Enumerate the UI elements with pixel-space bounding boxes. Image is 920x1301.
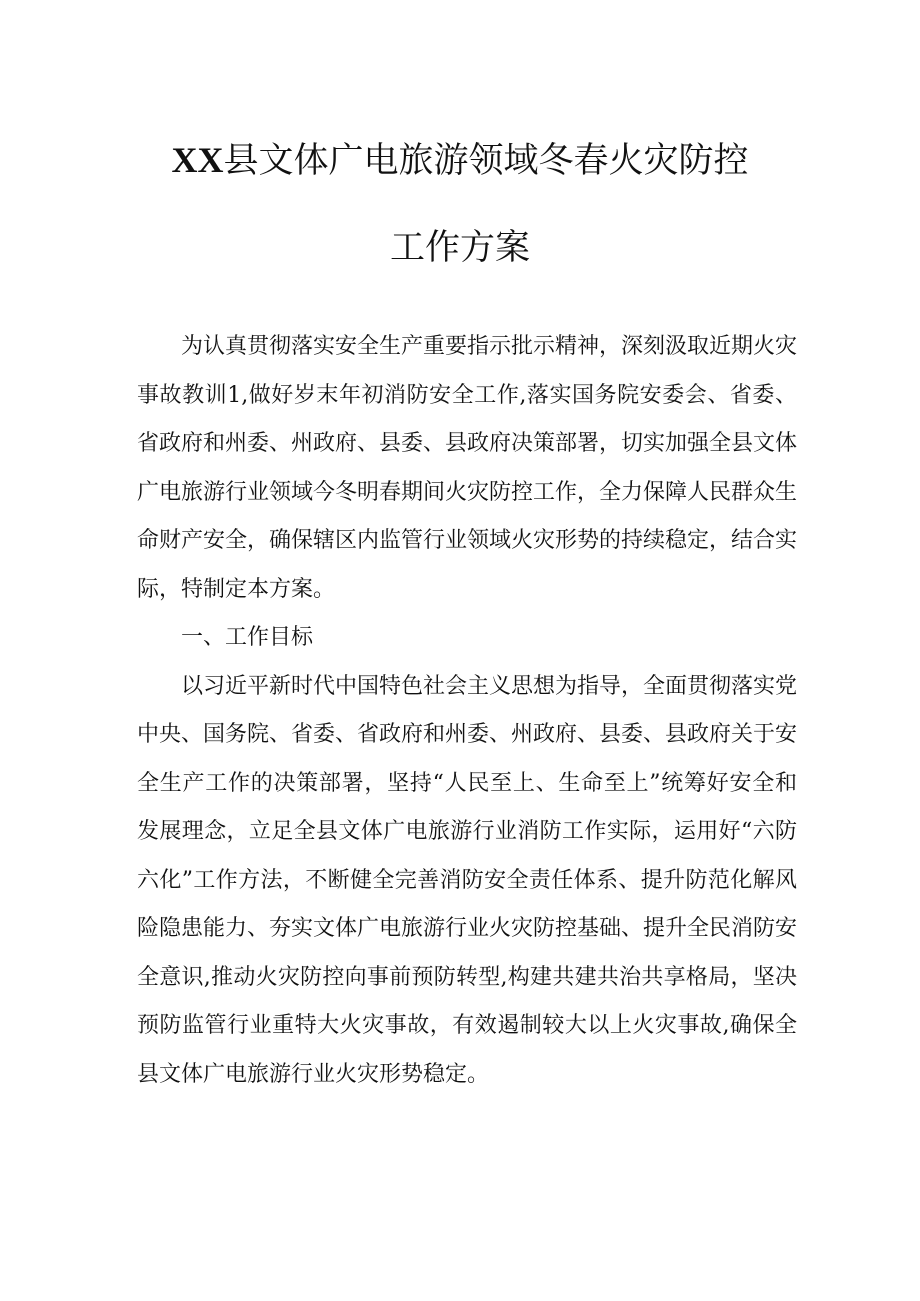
work-goals-paragraph: 以习近平新时代中国特色社会主义思想为指导，全面贯彻落实党中央、国务院、省委、省政府和州委、州政府、县委、县政府关于安全生产工作的决策部署，坚持“人民至上、生命至上”统筹好安全和发展理念，立足全县文体广电旅游行业消防工作实际，运用好“六防六化”工作方法，不断健全完善消防安全责任体系、提升防范化解风险隐患能力、夯实文体广电旅游行业火灾防控基础、提升全民消防安全意识,推动火灾防控向事前预防转型,构建共建共治共享格局，坚决预防监管行业重特大火灾事故，有效遏制较大以上火灾事故,确保全县文体广电旅游行业火灾形势稳定。 [137, 673, 798, 1087]
title-line-1-text: 县文体广电旅游领域冬春火灾防控 [223, 141, 749, 181]
document-body [137, 323, 797, 1099]
section-heading-work-goals: 一、工作目标 [181, 625, 314, 650]
title-prefix: XX [171, 140, 224, 180]
document-title-line-1 [0, 138, 920, 183]
document-title-line-2: 工作方案 [389, 228, 530, 268]
intro-paragraph: 为认真贯彻落实安全生产重要指示批示精神，深刻汲取近期火灾事故教训1,做好岁末年初消防安全工作,落实国务院安委会、省委、省政府和州委、州政府、县委、县政府决策部署，切实加强全县文体广电旅游行业领域今冬明春期间火灾防控工作，全力保障人民群众生命财产安全，确保辖区内监管行业领域火灾形势的持续稳定，结合实际，特制定本方案。 [137, 334, 798, 602]
